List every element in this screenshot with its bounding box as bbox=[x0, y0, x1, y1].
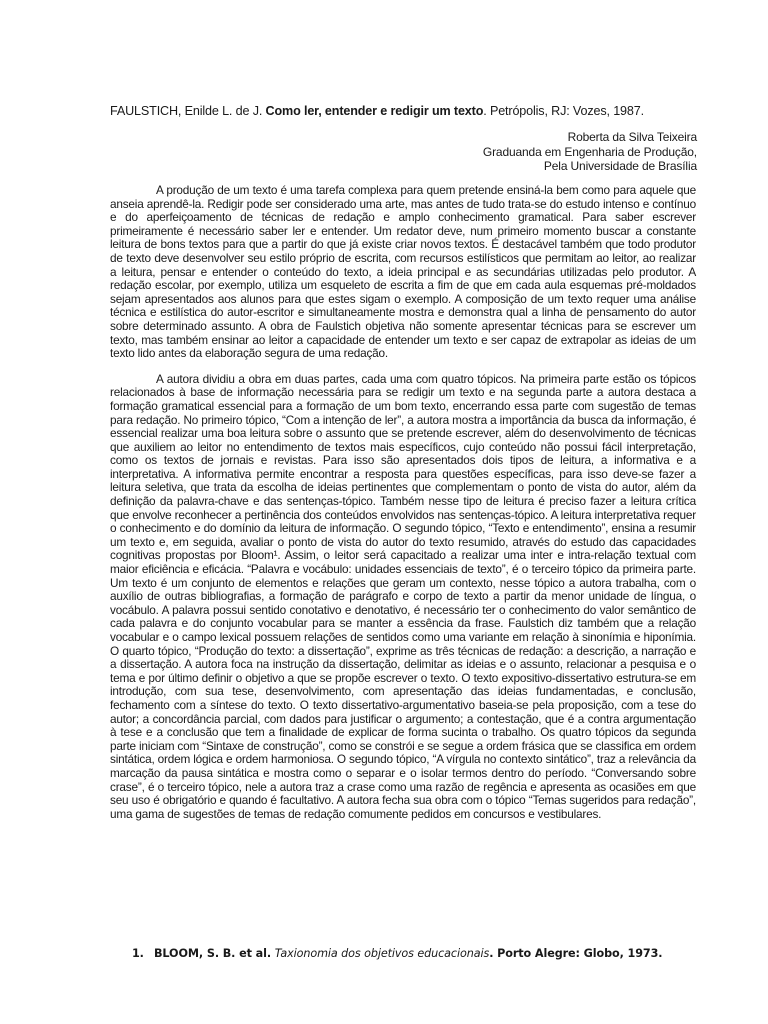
reviewer-name: Roberta da Silva Teixeira bbox=[567, 130, 697, 144]
footnote-authors: BLOOM, S. B. et al. bbox=[154, 947, 275, 960]
bibliographic-reference bbox=[110, 103, 670, 119]
reference-authors: FAULSTICH, Enilde L. de J. bbox=[110, 104, 263, 118]
reference-publication: . Petrópolis, RJ: Vozes, 1987. bbox=[483, 104, 644, 118]
reviewer-block bbox=[483, 130, 697, 174]
paragraph-2: A autora dividiu a obra em duas partes, cada uma com quatro tópicos. Na primeira parte estão os tópicos relacionados à base de informação necessária para se redigir um texto e na segunda parte a autora destaca a formação gramatical essencial para a formação de um bom texto, encerrando essa parte com sugestão de temas para redação. No primeiro tópico, “Com a intenção de ler”, a autora mostra a importância da busca da informação, é essencial realizar uma boa leitura sobre o assunto que se pretende escrever, além do desenvolvimento de técnicas que auxiliem ao leitor no entendimento de textos mais específicos, cujo conteúdo não possui fácil interpretação, como os textos de jornais e revistas. Para isso são apresentados dois tipos de leitura, a informativa e a interpretativa. A informativa permite encontrar a resposta para questões específicas, para isso deve-se fazer a leitura seletiva, que trata da escolha de ideias pertinentes que complementam o ponto de vista do autor, além da definição da palavra-chave e das sentenças-tópico. Também nesse tipo de leitura é preciso fazer a leitura crítica que envolve reconhecer a pertinência dos conteúdos envolvidos nas sentenças-tópico. A leitura interpretativa requer o conhecimento e do domínio da leitura de informação. O segundo tópico, “Texto e entendimento”, ensina a resumir um texto e, em seguida, avaliar o ponto de vista do autor do texto resumido, através do estudo das capacidades cognitivas propostas por Bloom¹. Assim, o leitor será capacitado a realizar uma inter e intra-relação textual com maior eficiência e eficácia. “Palavra e vocábulo: unidades essenciais de texto”, é o terceiro tópico da primeira parte. Um texto é um conjunto de elementos e relações que geram um contexto, nesse tópico a autora trabalha, com o auxílio de outras bibliografias, a formação de parágrafo e corpo de texto a partir da menor unidade de língua, o vocábulo. A palavra possui sentido conotativo e denotativo, é necessário ter o conhecimento do valor semântico de cada palavra e do conjunto vocabular para se manter a essência da frase. Faulstich diz também que a relação vocabular e o campo lexical possuem relações de sentidos como uma variante em relação à sinonímia e hiponímia. O quarto tópico, “Produção do texto: a dissertação”, exprime as três técnicas de redação: a descrição, a narração e a dissertação. A autora foca na instrução da dissertação, delimitar as ideias e o assunto, relacionar a pesquisa e o tema e por último definir o objetivo a que se propõe escrever o texto. O texto expositivo-dissertativo estrutura-se em introdução, com sua tese, desenvolvimento, com apresentação das ideias fundamentadas, e conclusão, fechamento com a síntese do texto. O texto dissertativo-argumentativo baseia-se pela proposição, com a tese do autor; a concordância parcial, com dados para justificar o argumento; a contestação, que é a contra argumentação à tese e a conclusão que tem a finalidade de explicar de forma sucinta o trabalho. Os quatro tópicos da segunda parte iniciam com “Sintaxe de construção”, como se constrói e se segue a ordem frásica que se classifica em ordem sintática, ordem lógica e ordem harmoniosa. O segundo tópico, “A vírgula no contexto sintático”, traz a relevância da marcação da pausa sintática e mostra como o separar e o isolar termos dentro do período. “Conversando sobre crase”, é o terceiro tópico, nele a autora traz a crase como uma razão de regência e apresenta as ocasiões em que seu uso é obrigatório e quando é facultativo. A autora fecha sua obra com o tópico “Temas sugeridos para redação”, uma gama de sugestões de temas de redação comumente pedidos em concursos e vestibulares. bbox=[110, 371, 696, 821]
footnote-publication: . Porto Alegre: Globo, 1973. bbox=[489, 947, 663, 960]
reviewer-role: Graduanda em Engenharia de Produção, bbox=[482, 144, 697, 159]
reference-title: Como ler, entender e redigir um texto bbox=[265, 104, 484, 118]
review-body bbox=[110, 184, 696, 833]
footnote-number: 1. bbox=[132, 947, 144, 960]
footnote bbox=[132, 946, 692, 962]
reviewer-institution: Pela Universidade de Brasília bbox=[543, 159, 697, 173]
paragraph-1: A produção de um texto é uma tarefa complexa para quem pretende ensiná-la bem como para aquele que anseia aprendê-la. Redigir pode ser considerado uma arte, mas antes de tudo trata-se do estudo intenso e contínuo e do aperfeiçoamento de técnicas de redação e amplo conhecimento gramatical. Para saber escrever primeiramente é necessário saber ler e entender. Um redator deve, num primeiro momento buscar a constante leitura de bons textos para que a partir do que já existe criar novos textos. É destacável também que todo produtor de texto deve desenvolver seu estilo próprio de escrita, com recursos estilísticos que permitam ao leitor, ao realizar a leitura, pensar e entender o conteúdo do texto, a ideia principal e as secundárias utilizadas pelo produtor. A redação escolar, por exemplo, utiliza um esqueleto de escrita a fim de que em cada aula esquemas pré-moldados sejam apresentados aos alunos para que estes sigam o exemplo. A composição de um texto requer uma análise técnica e estilística do autor-escritor e simultaneamente mostra e demonstra qual a linha de pensamento do autor sobre determinado assunto. A obra de Faulstich objetiva não somente apresentar técnicas para se escrever um texto, mas também ensinar ao leitor a capacidade de entender um texto e ser capaz de extrapolar as ideias de um texto lido antes da elaboração segura de uma redação. bbox=[110, 183, 696, 361]
footnote-title: Taxionomia dos objetivos educacionais bbox=[274, 947, 490, 960]
